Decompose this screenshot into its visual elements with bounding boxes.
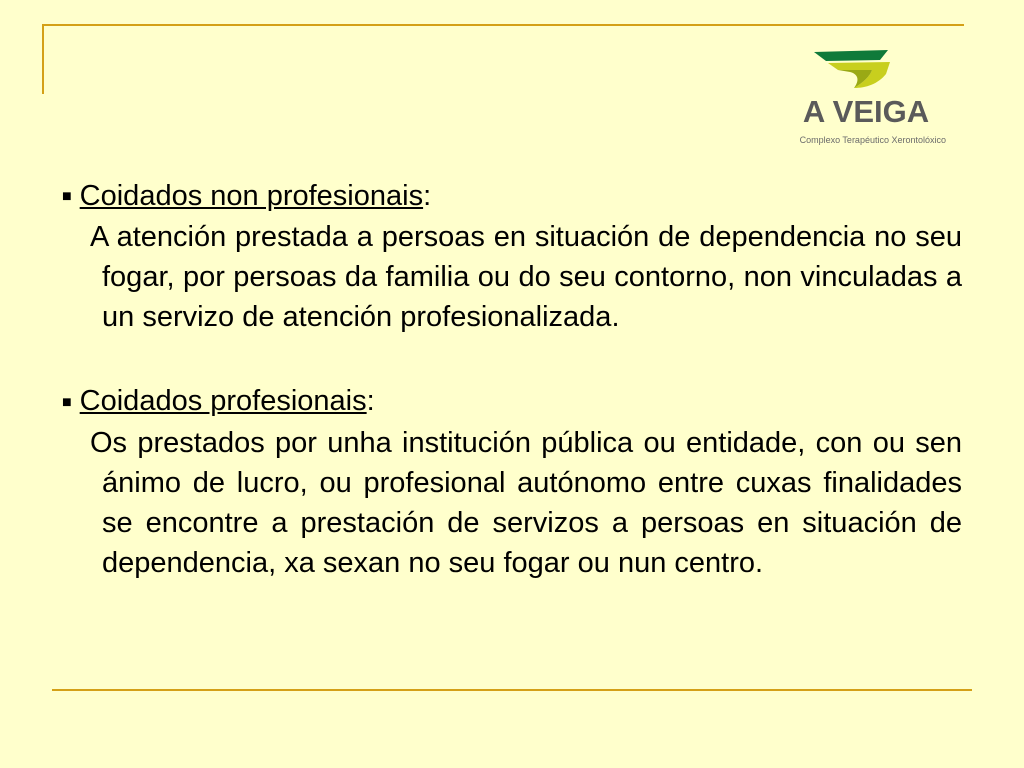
heading-colon: : bbox=[366, 385, 375, 418]
section-body-non-professional: A atención prestada a persoas en situación de dependencia no seu fogar, por persoas da familia ou do seu contorno, non vinculadas a un servizo de atención profesionalizada. bbox=[90, 221, 962, 334]
section-body-professional: Os prestados por unha institución pública ou entidade, con ou sen ánimo de lucro, ou profesional autónomo entre cuxas finalidades se encontre a prestación de servizos a persoas en situación de dependencia, xa sexan no seu fogar ou nun centro. bbox=[90, 426, 962, 579]
slide-content bbox=[62, 176, 962, 583]
logo-swoosh-icon bbox=[812, 48, 896, 90]
section-heading-non-professional bbox=[62, 176, 962, 217]
heading-text: Coidados profesionais bbox=[79, 385, 367, 418]
section-heading-professional bbox=[62, 381, 962, 422]
frame-left-line bbox=[42, 24, 44, 94]
square-bullet-icon: ■ bbox=[62, 393, 72, 411]
logo-subtitle: Complexo Terapéutico Xerontolóxico bbox=[799, 135, 946, 145]
a-veiga-logo bbox=[780, 48, 950, 148]
frame-bottom-line bbox=[52, 689, 972, 691]
heading-colon: : bbox=[423, 180, 432, 212]
heading-text: Coidados non profesionais bbox=[79, 180, 424, 212]
frame-top-line bbox=[42, 24, 964, 26]
logo-name: A VEIGA bbox=[802, 94, 930, 129]
square-bullet-icon: ■ bbox=[62, 188, 72, 206]
section-spacer bbox=[62, 337, 962, 381]
